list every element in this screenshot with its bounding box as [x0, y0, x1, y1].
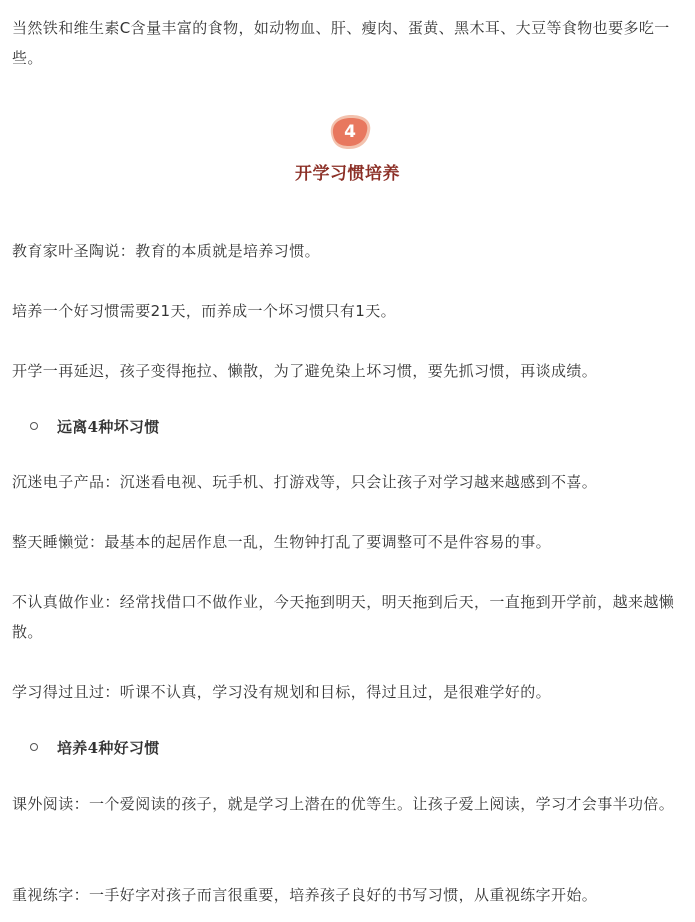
bad-habit-item: 整天睡懒觉：最基本的起居作息一乱，生物钟打乱了要调整可不是件容易的事。	[12, 533, 552, 551]
section-number: 4	[344, 122, 356, 142]
bad-habit-item: 不认真做作业：经常找借口不做作业，今天拖到明天，明天拖到后天，一直拖到开学前，越来越懒散。	[12, 593, 675, 641]
section-number-badge	[325, 112, 375, 152]
hollow-bullet-icon	[30, 422, 38, 430]
section-title: 开学习惯培养	[295, 164, 400, 184]
good-habit-item: 课外阅读：一个爱阅读的孩子，就是学习上潜在的优等生。让孩子爱上阅读，学习才会事半功倍。	[12, 795, 675, 813]
bad-habits-heading	[30, 412, 160, 440]
hollow-bullet-icon	[30, 743, 38, 751]
good-habits-heading-label: 培养4种好习惯	[57, 738, 160, 757]
quote-paragraph: 教育家叶圣陶说：教育的本质就是培养习惯。	[12, 242, 321, 260]
good-habit-item: 重视练字：一手好字对孩子而言很重要，培养孩子良好的书写习惯，从重视练字开始。	[12, 886, 598, 904]
bad-habits-heading-label: 远离4种坏习惯	[57, 417, 160, 436]
days-paragraph: 培养一个好习惯需要21天，而养成一个坏习惯只有1天。	[12, 302, 397, 320]
delay-paragraph: 开学一再延迟，孩子变得拖拉、懒散，为了避免染上坏习惯，要先抓习惯，再谈成绩。	[12, 362, 598, 380]
bad-habit-item: 学习得过且过：听课不认真，学习没有规划和目标，得过且过，是很难学好的。	[12, 683, 552, 701]
intro-paragraph: 当然铁和维生素C含量丰富的食物，如动物血、肝、瘦肉、蛋黄、黑木耳、大豆等食物也要多吃一些。	[12, 19, 670, 67]
good-habits-heading	[30, 733, 160, 761]
bad-habit-item: 沉迷电子产品：沉迷看电视、玩手机、打游戏等，只会让孩子对学习越来越感到不喜。	[12, 473, 598, 491]
